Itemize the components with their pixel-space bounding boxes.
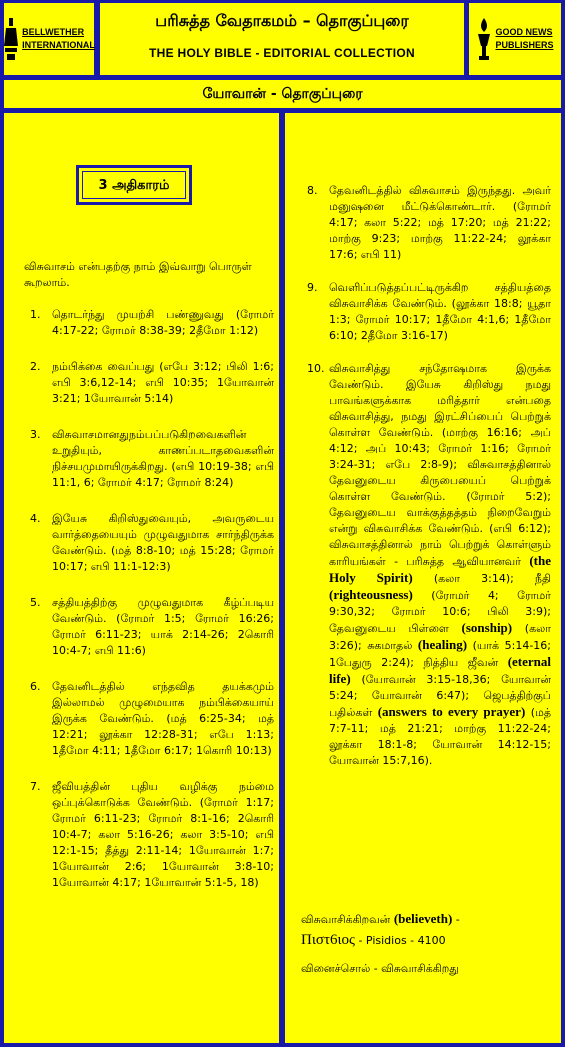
english-term: (eternal life) [329, 654, 552, 686]
verb-line: வினைச்சொல் - விசுவாசிக்கிறது [301, 962, 459, 975]
item-number: 5. [30, 596, 41, 609]
item-text: ஜீவியத்தின் புதிய வழிக்கு நம்மை ஒப்புக்கொடுக்க வேண்டும். (ரோமர் 1:17; ரோமர் 6:11-23; ரோமர் 8:1-16; 2கொரி 10:4-7; கலா 5:16-26; கலா 3:5-10; எபி 12:1-15; தீத்து 2:11-14; 1யோவான் 1:7; 1யோவான் 2:6; 1யோவான் 3:8-10; 1யோவான் 4:17; 1யோவான் 5:1-5, 18) [52, 780, 274, 889]
transliteration: - Pisidios - 4100 [358, 934, 446, 947]
logo-right-line2: PUBLISHERS [495, 40, 554, 50]
list-item [30, 511, 274, 575]
item-text: தொடர்ந்து முயற்சி பண்ணுவது (ரோமர் 4:17-22; ரோமர் 8:38-39; 2தீமோ 1:12) [52, 308, 274, 337]
item-text: நம்பிக்கை வைப்பது (எபே 3:12; பிலி 1:6; எபி 3:6,12-14; எபி 10:35; 1யோவான் 3:21; 1யோவான் 5:14) [52, 360, 274, 405]
believer-english: (believeth) [393, 911, 453, 926]
section-title: யோவான் - தொகுப்புரை [4, 80, 561, 108]
item-number: 10. [307, 362, 325, 375]
item-number: 7. [30, 780, 41, 793]
logo-left-line2: INTERNATIONAL [22, 40, 95, 50]
item-text: சத்தியத்திற்கு முழுவதுமாக கீழ்ப்படிய வேண்டும். (ரோமர் 1:5; ரோமர் 16:26; ரோமர் 6:11-23; யாக் 2:14-26; 2கொரி 10:4-7; எபி 11:6) [52, 596, 274, 657]
header-title-panel [100, 3, 464, 75]
believer-tamil: விசுவாசிக்கிறவன் [301, 913, 391, 926]
item-text: தேவனிடத்தில் எந்தவித தயக்கமும் இல்லாமல் முழுமையாக நம்பிக்கையாய் இருக்க வேண்டும். (மத் 6:25-34; மத் 12:21; லூக்கா 12:28-31; எபே 1:13; 1தீமோ 4:11; 1தீமோ 6:17; 1கொரி 10:13) [52, 680, 274, 757]
item-text: (யாக் 5:14-16; 1பேதுரு 2:24); நித்திய ஜீவன் [329, 639, 551, 669]
list-item [30, 359, 274, 407]
english-term: (righteousness) [329, 587, 413, 602]
item-text: (யோவான் 3:15-18,36; யோவான் 5:24; யோவான் 6:47); ஜெபத்திற்குப் பதில்கள் [329, 673, 552, 719]
bellwether-logo [4, 3, 94, 75]
item-number: 4. [30, 512, 41, 525]
item-text: தேவனிடத்தில் விசுவாசம் இருந்தது. அவர் மனுஷனை மீட்டுக்கொண்டார். (ரோமர் 4:17; கலா 5:22; மத் 17:20; மத் 21:22; மாற்கு 9:23; மாற்கு 11:22-24; லூக்கா 17:6; எபி 11) [329, 184, 551, 261]
good-news-logo [469, 3, 561, 75]
item-text: விசுவாசித்து சந்தோஷமாக இருக்க வேண்டும். இயேசு கிறிஸ்து நமது பாவங்களுக்காக மரித்தார் என்பதை விசுவாசித்து, நமது இரட்சிப்பைப் பெற்றுக் கொள்ள வேண்டும். (மாற்கு 16:16; அப் 4:12; அப் 10:43; ரோமர் 1:16; ரோமர் 3:24-31; எபே 2:8-9); விசுவாசத்தினால் தேவனுடைய கிருபையைப் பெற்றுக் கொள்ள வேண்டும். (ரோமர் 5:2); தேவனுடைய வாக்குத்தத்தம் நிறைவேறும் என்று விசுவாசிக்க வேண்டும். (எபி 6:12); விசுவாசத்தினால் நாம் பெற்றுக் கொள்ளும் காரியங்கள் - பரிசுத்த ஆவியானவர் [329, 362, 551, 568]
dash: - [455, 913, 460, 926]
item-text: (கலா 3:26); சுகமாதல் [329, 622, 552, 652]
chapter-label: 3 அதிகாரம் [82, 171, 186, 199]
item-text: விசுவாசமானதுநம்பப்படுகிறவைகளின் உறுதியும், காணப்படாதவைகளின் நிச்சயமுமாயிருக்கிறது. (எபி 10:19-38; எபி 11:1, 6; ரோமர் 4:17; ரோமர் 8:24) [52, 428, 274, 489]
item-number: 9. [307, 281, 318, 294]
list-item [30, 595, 274, 659]
item-text: (ரோமர் 4; ரோமர் 9:30,32; ரோமர் 10:6; பிலி 3:9); தேவனுடைய பிள்ளை [329, 589, 551, 635]
item-text: (கலா 3:14); நீதி [433, 572, 551, 585]
right-column [285, 113, 561, 1043]
good-news-torch-icon [476, 16, 492, 62]
believer-line [301, 909, 551, 951]
chapter-box [76, 165, 192, 205]
logo-left-line1: BELLWETHER [22, 27, 85, 37]
list-item [30, 679, 274, 759]
item-number: 3. [30, 428, 41, 441]
english-term: (healing) [417, 637, 468, 652]
english-term: (answers to every prayer) [377, 704, 526, 719]
item-text: (மத் 7:7-11; மத் 21:21; மாற்கு 11:22-24; லூக்கா 18:1-8; யோவான் 14:12-15; யோவான் 15:7,16). [329, 706, 551, 767]
left-item-list [30, 307, 274, 911]
list-item [30, 307, 274, 339]
intro-text: விசுவாசம் என்பதற்கு நாம் இவ்வாறு பொருள் கூறலாம். [24, 260, 252, 289]
title-tamil: பரிசுத்த வேதாகமம் – தொகுப்புரை [155, 11, 409, 30]
list-item [307, 280, 551, 344]
item-number: 2. [30, 360, 41, 373]
item-number: 6. [30, 680, 41, 693]
item-text: இயேசு கிறிஸ்துவையும், அவருடைய வார்த்தையையும் முழுவதுமாக சார்ந்திருக்க வேண்டும். (மத் 8:8-10; மத் 15:28; ரோமர் 10:17; எபி 11:1-12:3) [52, 512, 274, 573]
bellwether-sheep-icon [3, 16, 19, 62]
item-number: 1. [30, 308, 41, 321]
title-english: THE HOLY BIBLE - EDITORIAL COLLECTION [148, 46, 415, 60]
logo-right-line1: GOOD NEWS [495, 27, 553, 37]
greek-word: Πιστ6ιος [301, 932, 355, 948]
item-number: 8. [307, 184, 318, 197]
list-item [307, 361, 552, 769]
left-column [4, 113, 279, 1043]
list-item [30, 779, 274, 891]
list-item [307, 183, 551, 263]
english-term: (the Holy Spirit) [329, 553, 552, 585]
english-term: (sonship) [461, 620, 513, 635]
right-item-list [307, 183, 552, 786]
list-item [30, 427, 274, 491]
item-text: வெளிப்படுத்தப்பட்டிருக்கிற சத்தியத்தை விசுவாசிக்க வேண்டும். (லூக்கா 18:8; யூதா 1:3; ரோமர் 10:17; 1தீமோ 4:1,6; 1தீமோ 6:10; 2தீமோ 3:16-17) [329, 281, 551, 342]
